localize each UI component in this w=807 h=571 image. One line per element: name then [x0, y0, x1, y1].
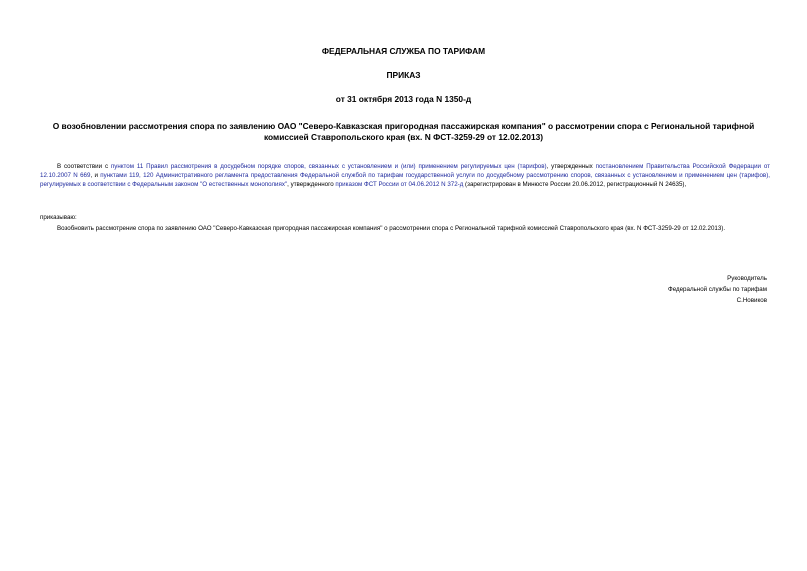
agency-name: ФЕДЕРАЛЬНАЯ СЛУЖБА ПО ТАРИФАМ — [321, 46, 486, 56]
order-word: приказываю: — [40, 214, 77, 221]
link-punkty-119-120[interactable]: пунктами 119, 120 — [100, 172, 154, 179]
link-rules[interactable]: Правил рассмотрения в досудебном порядке споров, связанных с установлением и (или) применением регулируемых цен (тарифов) — [146, 163, 547, 170]
link-admin-regulation[interactable]: Административного регламента предоставления Федеральной службой по тарифам государственной услуги по досудебному рассмотрению споров, связанных с установлением и применением цен (тарифов), регулируемых в соответствии с Федеральным законом "О естественных монополиях" — [40, 172, 770, 188]
signature-name: С.Новиков — [736, 297, 767, 304]
link-fst-order[interactable]: приказом ФСТ России от 04.06.2012 N 372-д — [335, 181, 464, 188]
link-punkt-11[interactable]: пунктом 11 — [110, 163, 144, 170]
preamble-text: (зарегистрирован в Минюсте России 20.06.2012, регистрационный N 24635), — [463, 181, 687, 188]
signature-organization: Федеральной службы по тарифам — [668, 286, 767, 293]
document-subject: О возобновлении рассмотрения спора по заявлению ОАО "Северо-Кавказская пригородная пассажирская компания" о рассмотрении спора с Региональной тарифной комиссией Ставропольского края (вх. N ФСТ-3259-29 от 12.02.2013) — [52, 121, 755, 142]
preamble-text: , и — [90, 172, 101, 179]
preamble-text: , утвержденных — [546, 163, 596, 170]
preamble-text: , утвержденного — [287, 181, 336, 188]
signature-position: Руководитель — [727, 275, 767, 282]
preamble-text: В соответствии с — [57, 163, 111, 170]
document-type: ПРИКАЗ — [386, 70, 421, 80]
preamble-paragraph — [40, 162, 770, 189]
link-government-decree[interactable]: постановлением Правительства Российской Федерации от 12.10.2007 N 669 — [40, 163, 770, 179]
order-paragraph — [40, 224, 770, 233]
order-text: Возобновить рассмотрение спора по заявлению ОАО "Северо-Кавказская пригородная пассажирская компания" о рассмотрении спора с Региональной тарифной комиссией Ставропольского края (вх. N ФСТ-3259-29 от 12.02.2013). — [57, 225, 726, 232]
document-date-number: от 31 октября 2013 года N 1350-д — [335, 94, 472, 104]
